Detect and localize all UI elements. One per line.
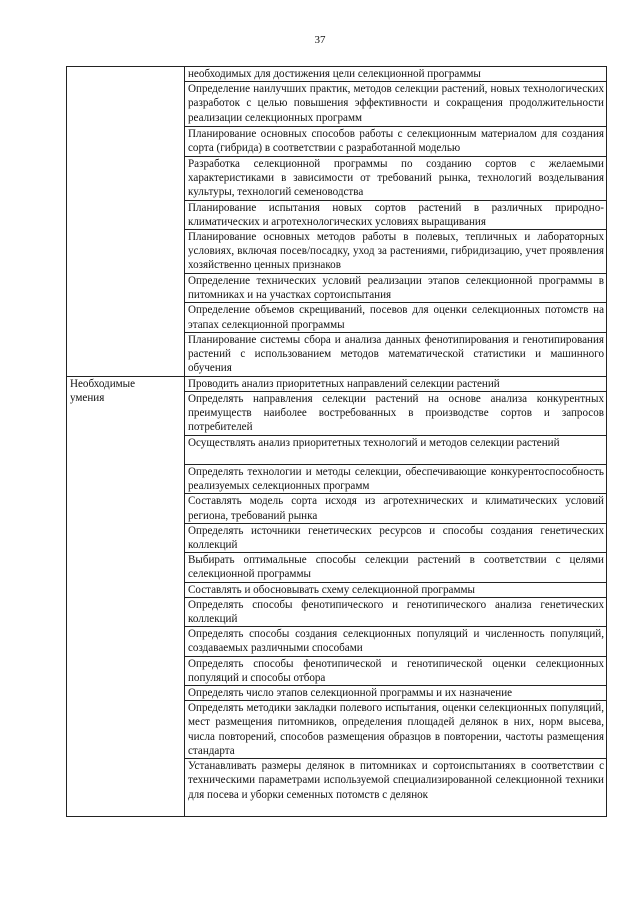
knowledge-item: Планирование основных методов работы в полевых, тепличных и лабораторных условиях, включая посев/посадку, уход за растениями, гибридизацию, учет проявления хозяйственно ценных признаков	[185, 230, 607, 274]
knowledge-item: необходимых для достижения цели селекционной программы	[185, 67, 607, 82]
skill-item: Определять число этапов селекционной программы и их назначение	[185, 686, 607, 701]
knowledge-item: Определение объемов скрещиваний, посевов для оценки селекционных потомств на этапах селекционной программы	[185, 303, 607, 332]
skill-item: Определять технологии и методы селекции, обеспечивающие конкурентоспособность реализуемых селекционных программ	[185, 465, 607, 494]
knowledge-label-cell	[67, 67, 185, 377]
knowledge-item: Планирование системы сбора и анализа данных фенотипирования и генотипирования растений с использованием методов математической статистики и машинного обучения	[185, 332, 607, 376]
skill-item: Определять способы создания селекционных популяций и численность популяций, создаваемых различными способами	[185, 627, 607, 656]
skill-item: Проводить анализ приоритетных направлений селекции растений	[185, 376, 607, 391]
skill-item: Выбирать оптимальные способы селекции растений в соответствии с целями селекционной программы	[185, 553, 607, 582]
skills-label-cell	[67, 376, 185, 816]
skill-item: Определять методики закладки полевого испытания, оценки селекционных популяций, мест размещения питомников, определения площадей делянок в них, норм высева, числа повторений, способов размещения образцов в повторении, частоты размещения стандарта	[185, 701, 607, 759]
skill-item: Определять источники генетических ресурсов и способы создания генетических коллекций	[185, 523, 607, 552]
skills-label: умения	[70, 392, 105, 405]
skill-item: Определять направления селекции растений на основе анализа конкурентных преимуществ наиболее востребованных в производстве сортов и запросов потребителей	[185, 392, 607, 436]
skill-item: Определять способы фенотипического и генотипического анализа генетических коллекций	[185, 597, 607, 626]
skill-item: Составлять и обосновывать схему селекционной программы	[185, 582, 607, 597]
skill-item: Определять способы фенотипической и генотипической оценки селекционных популяций и способы отбора	[185, 656, 607, 685]
competency-table	[66, 66, 607, 817]
table-row	[67, 376, 607, 391]
knowledge-item: Планирование испытания новых сортов растений в различных природно-климатических и агротехнологических условиях выращивания	[185, 200, 607, 229]
knowledge-item: Разработка селекционной программы по созданию сортов с желаемыми характеристиками в зависимости от требований рынка, технологий возделывания культуры, технологий семеноводства	[185, 156, 607, 200]
skill-item: Составлять модель сорта исходя из агротехнических и климатических условий региона, требований рынка	[185, 494, 607, 523]
knowledge-item: Определение наилучших практик, методов селекции растений, новых технологических разработок с целью повышения эффективности и сокращения продолжительности реализации селекционных программ	[185, 82, 607, 127]
knowledge-item: Планирование основных способов работы с селекционным материалом для создания сорта (гибрида) в соответствии с разработанной моделью	[185, 127, 607, 156]
knowledge-item: Определение технических условий реализации этапов селекционной программы в питомниках и на участках сортоиспытания	[185, 274, 607, 303]
page-number: 37	[314, 34, 326, 46]
table-row	[67, 67, 607, 82]
skills-label: Необходимые	[70, 377, 136, 390]
skill-item: Устанавливать размеры делянок в питомниках и сортоиспытаниях в соответствии с техническими параметрами используемой специализированной селекционной техники для посева и уборки семенных потомств с делянок	[185, 759, 607, 817]
skill-item: Осуществлять анализ приоритетных технологий и методов селекции растений	[185, 436, 607, 465]
